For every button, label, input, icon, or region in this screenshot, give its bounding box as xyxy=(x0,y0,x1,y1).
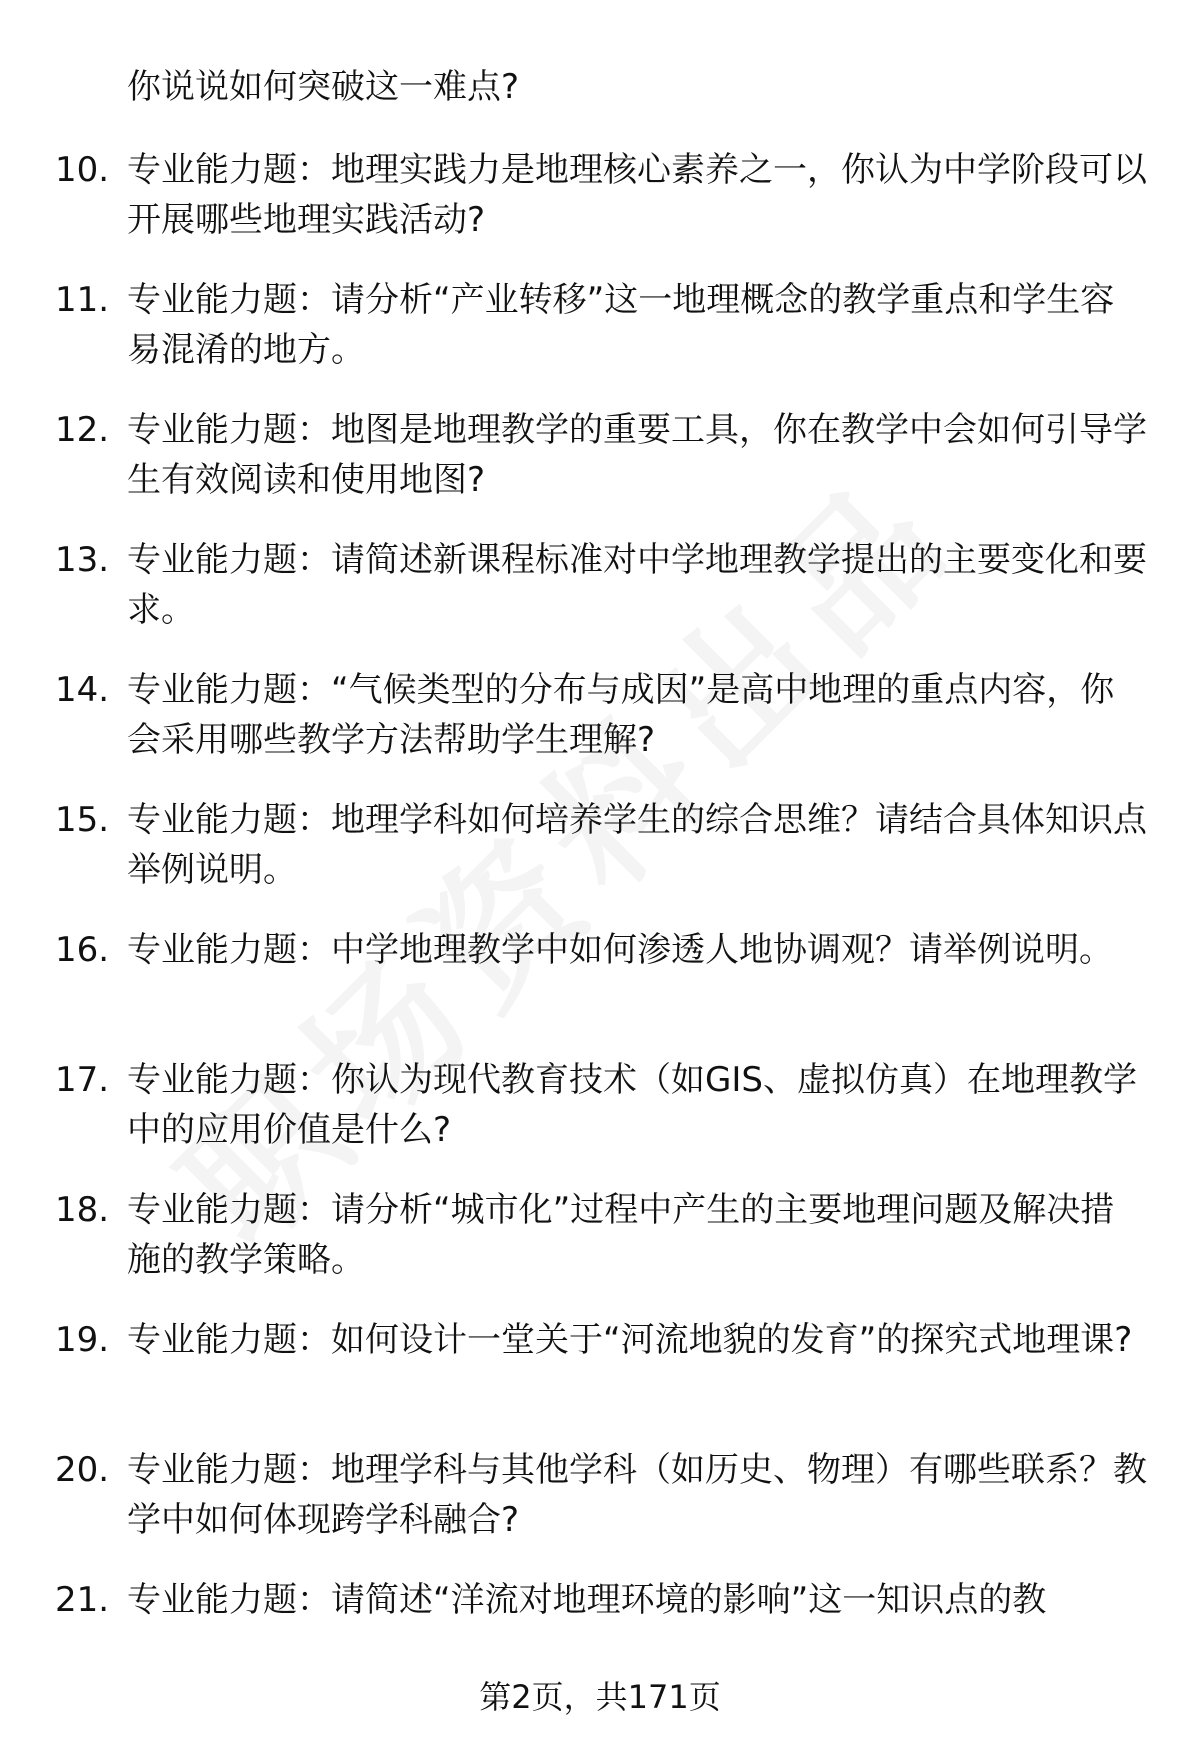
question-number: 13. xyxy=(55,540,110,580)
question-text: 专业能力题：中学地理教学中如何渗透人地协调观？请举例说明。 xyxy=(127,930,1113,970)
question-item xyxy=(0,535,1200,665)
question-number: 19. xyxy=(55,1320,110,1360)
question-number: 11. xyxy=(55,280,110,320)
question-number: 18. xyxy=(55,1190,110,1230)
question-item xyxy=(0,1055,1200,1185)
question-list xyxy=(0,145,1200,1705)
question-item xyxy=(0,145,1200,275)
question-text: 专业能力题：请分析“城市化”过程中产生的主要地理问题及解决措施的教学策略。 xyxy=(127,1190,1115,1280)
question-number: 14. xyxy=(55,670,110,710)
question-number: 20. xyxy=(55,1450,110,1490)
question-item xyxy=(0,275,1200,405)
question-number: 21. xyxy=(55,1580,110,1620)
question-text: 专业能力题：请简述“洋流对地理环境的影响”这一知识点的教 xyxy=(127,1580,1047,1620)
continued-question-text: 你说说如何突破这一难点? xyxy=(127,67,520,107)
question-item xyxy=(0,1315,1200,1445)
question-item xyxy=(0,665,1200,795)
question-text: 专业能力题：你认为现代教育技术（如GIS、虚拟仿真）在地理教学中的应用价值是什么? xyxy=(127,1060,1137,1150)
page-footer: 第2页，共171页 xyxy=(479,1678,721,1716)
question-text: 专业能力题：如何设计一堂关于“河流地貌的发育”的探究式地理课? xyxy=(127,1320,1133,1360)
question-text: 专业能力题：地图是地理教学的重要工具，你在教学中会如何引导学生有效阅读和使用地图? xyxy=(127,410,1147,500)
question-text: 专业能力题：请分析“产业转移”这一地理概念的教学重点和学生容易混淆的地方。 xyxy=(127,280,1115,370)
question-item xyxy=(0,795,1200,925)
question-text: 专业能力题：“气候类型的分布与成因”是高中地理的重点内容，你会采用哪些教学方法帮助学生理解? xyxy=(127,670,1115,760)
question-number: 16. xyxy=(55,930,110,970)
question-item xyxy=(0,1445,1200,1575)
question-item xyxy=(0,1185,1200,1315)
question-number: 10. xyxy=(55,150,110,190)
question-text: 专业能力题：请简述新课程标准对中学地理教学提出的主要变化和要求。 xyxy=(127,540,1147,630)
question-number: 15. xyxy=(55,800,110,840)
question-text: 专业能力题：地理实践力是地理核心素养之一，你认为中学阶段可以开展哪些地理实践活动? xyxy=(127,150,1147,240)
question-text: 专业能力题：地理学科如何培养学生的综合思维？请结合具体知识点举例说明。 xyxy=(127,800,1147,890)
question-item xyxy=(0,405,1200,535)
question-item xyxy=(0,925,1200,1055)
question-number: 12. xyxy=(55,410,110,450)
question-text: 专业能力题：地理学科与其他学科（如历史、物理）有哪些联系？教学中如何体现跨学科融合? xyxy=(127,1450,1147,1540)
question-number: 17. xyxy=(55,1060,110,1100)
